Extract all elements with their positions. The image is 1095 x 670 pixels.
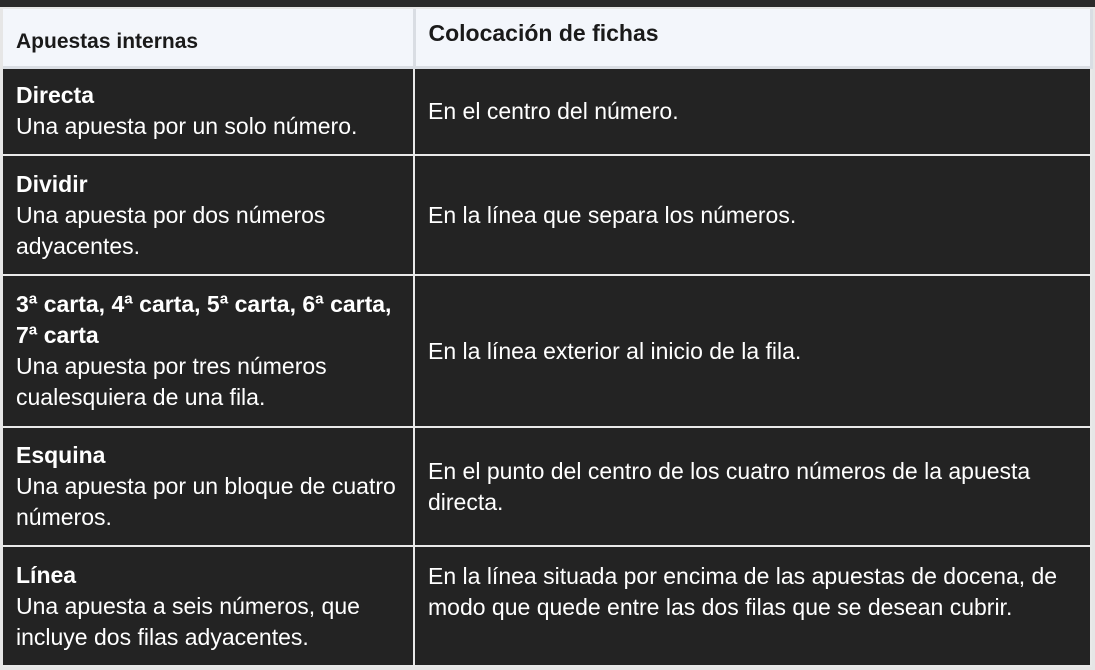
placement-cell: En la línea que separa los números.	[414, 155, 1091, 275]
table-row	[3, 155, 1091, 275]
table-row	[3, 546, 1091, 666]
bet-name: Directa	[16, 82, 94, 109]
table-row	[3, 427, 1091, 546]
bet-cell	[3, 155, 414, 275]
bet-description: Una apuesta por un solo número.	[16, 113, 358, 140]
bet-cell	[3, 275, 414, 427]
column-header-bets: Apuestas internas	[3, 9, 414, 67]
column-header-placement: Colocación de fichas	[414, 9, 1091, 67]
bet-cell	[3, 427, 414, 546]
placement-cell: En la línea exterior al inicio de la fila.	[414, 275, 1091, 427]
bet-cell	[3, 67, 414, 155]
inside-bets-table	[3, 9, 1093, 667]
placement-cell: En la línea situada por encima de las apuestas de docena, de modo que quede entre las dos filas que se desean cubrir.	[414, 546, 1091, 666]
bet-name: Dividir	[16, 170, 88, 197]
placement-cell: En el punto del centro de los cuatro números de la apuesta directa.	[414, 427, 1091, 546]
bet-name: Esquina	[16, 442, 106, 468]
placement-cell: En el centro del número.	[414, 67, 1091, 155]
bet-description: Una apuesta a seis números, que incluye dos filas adyacentes.	[16, 592, 360, 650]
table-row	[3, 67, 1091, 155]
top-bar	[0, 0, 1095, 7]
bet-name: Línea	[16, 561, 77, 588]
bet-cell	[3, 546, 414, 666]
bet-description: Una apuesta por un bloque de cuatro números.	[16, 473, 396, 530]
table-row	[3, 275, 1091, 427]
table-header-row	[3, 9, 1091, 67]
bet-name: 3ª carta, 4ª carta, 5ª carta, 6ª carta, 7ª carta	[16, 291, 392, 348]
bet-description: Una apuesta por dos números adyacentes.	[16, 201, 326, 259]
bet-description: Una apuesta por tres números cualesquiera de una fila.	[16, 353, 327, 410]
